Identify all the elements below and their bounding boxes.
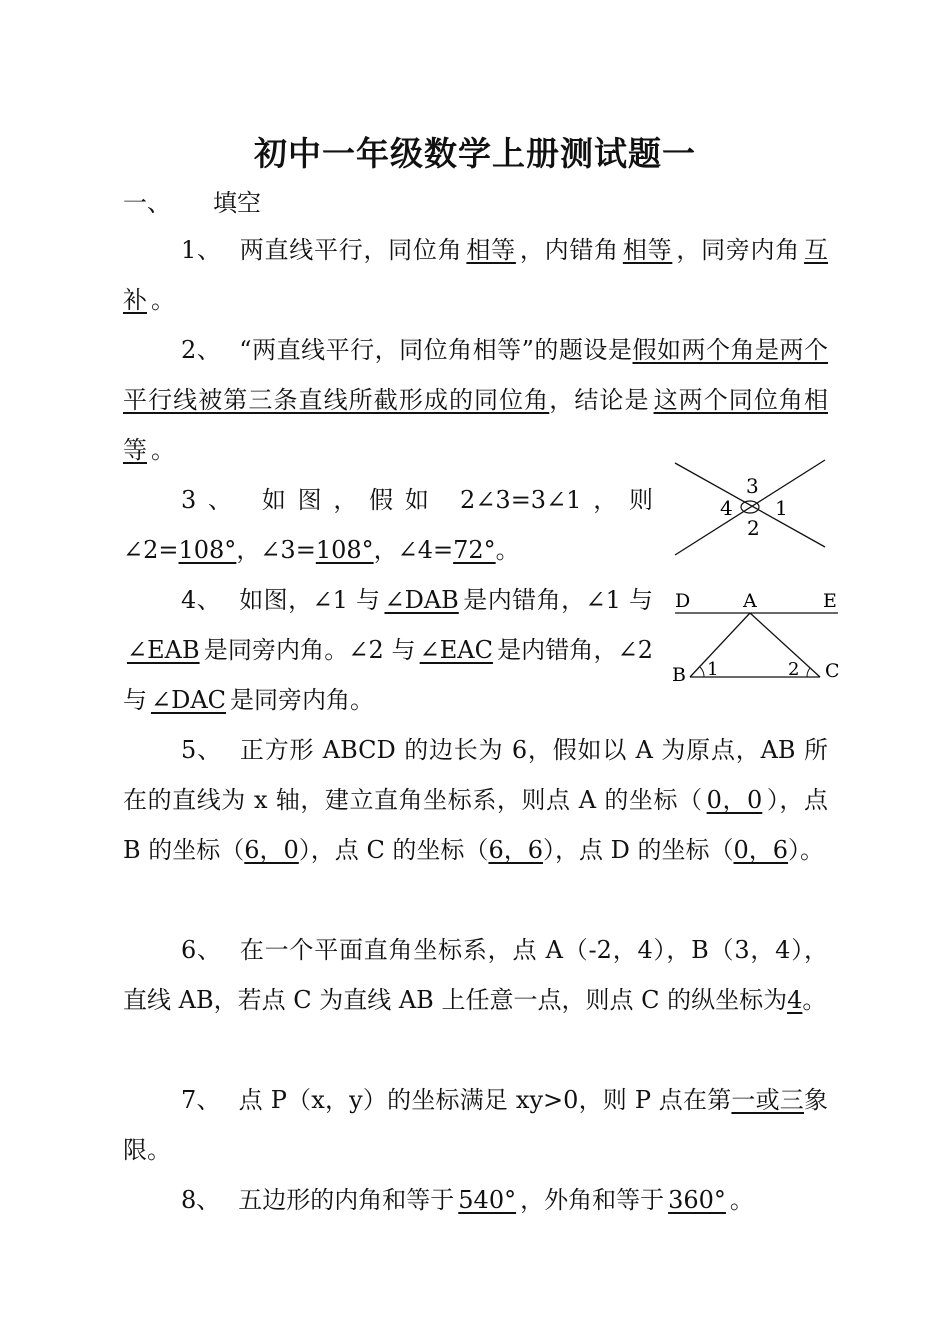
question-text: ，结论是 <box>549 386 650 414</box>
question-text: 两直线平行，同位角 <box>239 236 463 264</box>
answer-blank: 4 <box>787 986 803 1014</box>
angle-label-1: 1 <box>775 496 788 520</box>
page-title: 初中一年级数学上册测试题一 <box>254 134 696 173</box>
point-label-D: D <box>675 590 691 612</box>
question-text: 是同旁内角。∠2 与 <box>203 636 416 664</box>
question-number: 7、 <box>181 1086 221 1114</box>
question-5 <box>123 725 828 875</box>
question-number: 8、 <box>181 1186 221 1214</box>
answer-blank: 假如两个角是两个平行线被第三条直线所截形成的同位角 <box>123 336 828 414</box>
question-1 <box>123 225 828 325</box>
point-label-A: A <box>743 590 757 612</box>
question-3 <box>123 475 653 575</box>
question-text: 。 <box>495 536 520 564</box>
question-2 <box>123 325 828 475</box>
question-number: 3、 <box>181 486 244 514</box>
question-6 <box>123 925 828 1025</box>
question-text: “两直线平行，同位角相等”的题设是 <box>239 336 633 364</box>
question-text: 正方形 ABCD 的边长为 6，假如以 A 为原点，AB 所在的直线为 x 轴，建立直角坐标系，则点 A 的坐标（ <box>123 736 828 814</box>
answer-blank: ∠EAB <box>127 636 200 664</box>
angle-label-2: 2 <box>788 659 800 680</box>
question-text: ），点 B 的坐标（ <box>123 786 829 864</box>
question-text: ，∠3= <box>236 536 316 564</box>
question-number: 2、 <box>181 336 222 364</box>
angle-label-4: 4 <box>720 496 733 520</box>
question-text: 五边形的内角和等于 <box>238 1186 455 1214</box>
question-text: 。 <box>151 436 175 464</box>
question-text: ）。 <box>788 836 825 864</box>
question-text: 是内错角，∠2 与 <box>123 636 653 714</box>
question-text: ，∠4= <box>373 536 454 564</box>
question-4 <box>123 575 653 725</box>
triangle-figure <box>670 585 845 690</box>
answer-blank: ∠DAC <box>151 686 227 714</box>
answer-blank: 360° <box>668 1186 726 1214</box>
question-7 <box>123 1075 828 1175</box>
question-text: ，同旁内角 <box>676 236 801 264</box>
question-number: 5、 <box>181 736 222 764</box>
question-text: ，外角和等于 <box>520 1186 665 1214</box>
question-text: 。 <box>729 1186 754 1214</box>
point-label-E: E <box>823 590 837 612</box>
answer-blank: 6，6 <box>488 836 543 864</box>
answer-blank: 相等 <box>622 236 673 264</box>
question-text: 是内错角，∠1 与 <box>462 586 653 614</box>
answer-blank: ∠EAC <box>419 636 493 664</box>
question-text: 如图，∠1 与 <box>239 586 381 614</box>
answer-blank: 0，6 <box>733 836 789 864</box>
question-text: 在一个平面直角坐标系，点 A（-2，4），B（3，4），直线 AB，若点 C 为直线 AB 上任意一点，则点 C 的纵坐标为 <box>123 936 828 1014</box>
answer-blank: 6，0 <box>244 836 299 864</box>
question-text: 是同旁内角。 <box>230 686 375 714</box>
answer-blank: 108° <box>315 536 374 564</box>
question-text: 如图，假如 2∠3=3∠1，则∠2= <box>123 486 653 564</box>
section-heading <box>123 183 261 218</box>
point-label-B: B <box>672 664 686 686</box>
answer-blank: ∠DAB <box>384 586 459 614</box>
section-number: 一、 <box>123 189 171 217</box>
question-text: ），点 D 的坐标（ <box>542 836 734 864</box>
answer-blank: 互补 <box>123 236 829 314</box>
question-number: 6、 <box>181 936 222 964</box>
answer-blank: 0，0 <box>706 786 763 814</box>
question-8 <box>123 1175 828 1225</box>
question-text: ，内错角 <box>519 236 619 264</box>
answer-blank: 540° <box>458 1186 517 1214</box>
answer-blank: 72° <box>453 536 496 564</box>
angle-label-1: 1 <box>707 659 719 680</box>
angle-label-2: 2 <box>747 516 760 540</box>
question-text: 点 P（x，y）的坐标满足 xy>0，则 P 点在第 <box>238 1086 732 1114</box>
section-label: 填空 <box>213 189 261 217</box>
question-text: ），点 C 的坐标（ <box>298 836 489 864</box>
crossing-lines-figure <box>670 455 835 560</box>
question-number: 4、 <box>181 586 222 614</box>
angle-label-3: 3 <box>746 474 759 498</box>
question-text: 。 <box>802 986 827 1014</box>
question-number: 1、 <box>181 236 222 264</box>
answer-blank: 这两个同位角相等 <box>123 386 829 464</box>
question-text: 象限。 <box>123 1086 828 1164</box>
answer-blank: 相等 <box>466 236 516 264</box>
answer-blank: 108° <box>178 536 237 564</box>
answer-blank: 一或三 <box>731 1086 804 1114</box>
point-label-C: C <box>825 660 840 682</box>
question-text: 。 <box>151 286 175 314</box>
